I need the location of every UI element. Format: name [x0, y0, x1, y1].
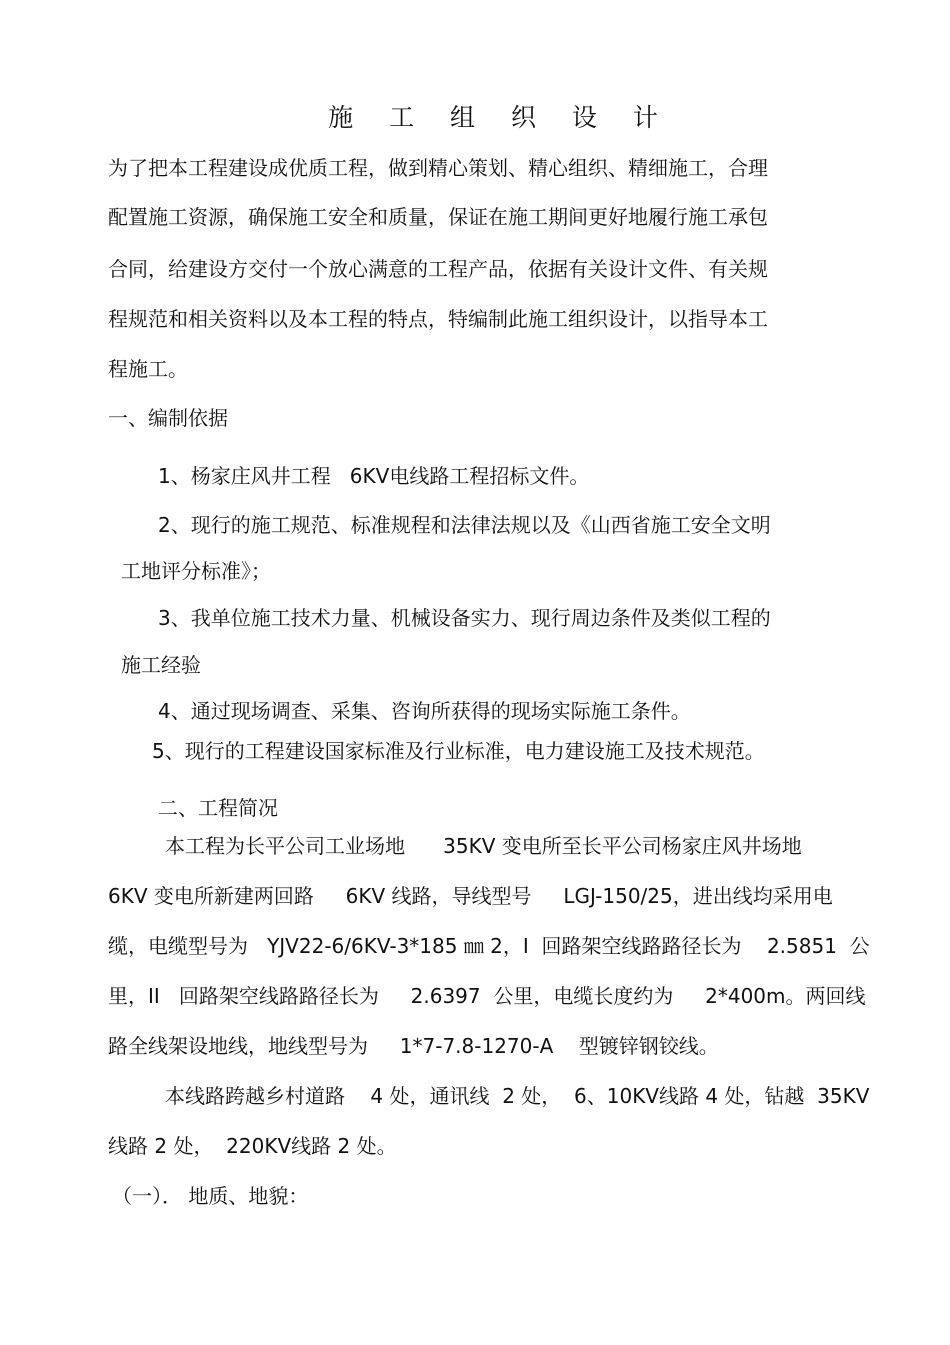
intro-line-4: 程规范和相关资料以及本工程的特点，特编制此施工组织设计，以指导本工 — [108, 307, 768, 331]
basis-item-4: 4、通过现场调查、采集、咨询所获得的现场实际施工条件。 — [158, 699, 691, 723]
intro-line-1: 为了把本工程建设成优质工程，做到精心策划、精心组织、精细施工，合理 — [108, 156, 768, 180]
basis-item-3-cont: 施工经验 — [121, 653, 201, 677]
basis-item-3: 3、我单位施工技术力量、机械设备实力、现行周边条件及类似工程的 — [158, 606, 771, 630]
intro-line-5: 程施工。 — [108, 357, 188, 381]
crossing-line-2: 线路 2 处， 220KV线路 2 处。 — [108, 1134, 397, 1158]
crossing-line-1: 本线路跨越乡村道路 4 处，通讯线 2 处， 6、10KV线路 4 处，钻越 35KV — [165, 1084, 870, 1108]
section-heading-overview: 二、工程简况 — [158, 796, 278, 820]
overview-line-2: 6KV 变电所新建两回路 6KV 线路，导线型号 LGJ-150/25，进出线均采用电 — [108, 884, 833, 908]
overview-line-3: 缆，电缆型号为 YJV22-6/6KV-3*185 ㎜ 2，I 回路架空线路路径长为 2.5851 公 — [108, 934, 870, 958]
intro-line-2: 配置施工资源，确保施工安全和质量，保证在施工期间更好地履行施工承包 — [108, 205, 768, 229]
overview-line-1: 本工程为长平公司工业场地 35KV 变电所至长平公司杨家庄风井场地 — [165, 834, 802, 858]
section-heading-basis: 一、编制依据 — [108, 406, 228, 430]
basis-item-2-cont: 工地评分标准》； — [121, 559, 271, 583]
subsection-heading-geology: （一）． 地质、地貌： — [112, 1184, 309, 1208]
intro-line-3: 合同，给建设方交付一个放心满意的工程产品，依据有关设计文件、有关规 — [108, 257, 768, 281]
overview-line-4: 里，II 回路架空线路路径长为 2.6397 公里，电缆长度约为 2*400m。两回线 — [108, 984, 866, 1008]
basis-item-2: 2、现行的施工规范、标准规程和法律法规以及《山西省施工安全文明 — [158, 513, 771, 537]
basis-item-1: 1、杨家庄风井工程 6KV电线路工程招标文件。 — [158, 464, 590, 488]
document-title: 施 工 组 织 设 计 — [328, 103, 672, 132]
overview-line-5: 路全线架设地线，地线型号为 1*7-7.8-1270-A 型镀锌钢铰线。 — [108, 1034, 719, 1058]
basis-item-5: 5、现行的工程建设国家标准及行业标准，电力建设施工及技术规范。 — [152, 739, 765, 763]
